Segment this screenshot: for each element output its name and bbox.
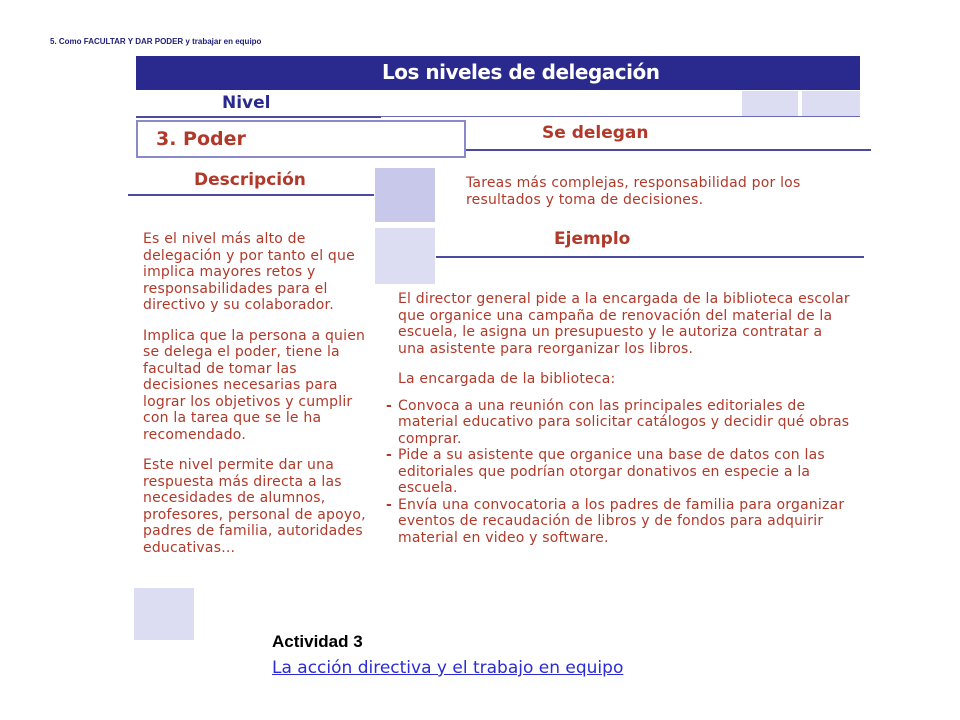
descripcion-paragraph: Implica que la persona a quien se delega el poder, tiene la facultad de tomar las decisiones necesarias para lograr los objetivos y cumplir con la tarea que se le ha recomendado. bbox=[143, 327, 366, 443]
decor-square bbox=[742, 91, 798, 117]
decor-square bbox=[375, 228, 435, 284]
descripcion-divider bbox=[128, 194, 374, 196]
dash-bullet: - bbox=[386, 397, 393, 414]
activity-link[interactable]: La acción directiva y el trabajo en equipo bbox=[272, 658, 624, 678]
list-item bbox=[386, 397, 853, 448]
nivel-value: 3. Poder bbox=[156, 128, 246, 150]
descripcion-heading: Descripción bbox=[194, 170, 306, 190]
decor-square bbox=[375, 168, 435, 222]
list-item bbox=[386, 496, 853, 547]
descripcion-paragraph: Es el nivel más alto de delegación y por tanto el que implica mayores retos y responsabilidades para el directivo y su colaborador. bbox=[143, 231, 355, 313]
se-delegan-heading: Se delegan bbox=[542, 123, 649, 143]
activity-title: Actividad 3 bbox=[272, 632, 363, 651]
decor-square bbox=[134, 588, 194, 640]
ejemplo-heading: Ejemplo bbox=[554, 229, 631, 249]
list-item bbox=[386, 447, 853, 497]
breadcrumb: 5. Como FACULTAR Y DAR PODER y trabajar en equipo bbox=[50, 37, 262, 46]
ejemplo-subtitle: La encargada de la biblioteca: bbox=[398, 371, 616, 387]
list-item-text: Convoca a una reunión con las principales editoriales de material educativo para solicitar catálogos y decidir qué obras comprar. bbox=[398, 397, 850, 447]
nivel-divider bbox=[136, 116, 381, 118]
dash-bullet: - bbox=[386, 447, 393, 463]
banner-title: Los niveles de delegación bbox=[382, 60, 660, 84]
divider-line bbox=[381, 116, 860, 117]
se-delegan-divider bbox=[466, 149, 871, 151]
descripcion-body bbox=[143, 231, 371, 570]
list-item-text: Envía una convocatoria a los padres de familia para organizar eventos de recaudación de libros y de fondos para adquirir material en video y software. bbox=[398, 496, 845, 546]
list-item-text: Pide a su asistente que organice una base de datos con las editoriales que podrían otorgar donativos en especie a la escuela. bbox=[398, 447, 825, 496]
title-banner bbox=[136, 56, 860, 90]
descripcion-paragraph: Este nivel permite dar una respuesta más directa a las necesidades de alumnos, profesores, personal de apoyo, padres de familia, autoridades educativas… bbox=[143, 457, 366, 556]
ejemplo-list bbox=[386, 397, 853, 547]
dash-bullet: - bbox=[386, 496, 393, 513]
decor-square bbox=[802, 91, 860, 117]
ejemplo-intro: El director general pide a la encargada de la biblioteca escolar que organice una campaña de renovación del material de la escuela, le asigna un presupuesto y le autoriza contratar a una asistente para reorganizar los libros. bbox=[398, 291, 850, 357]
ejemplo-divider bbox=[436, 256, 864, 258]
se-delegan-text: Tareas más complejas, responsabilidad por los resultados y toma de decisiones. bbox=[466, 175, 801, 208]
nivel-value-box bbox=[136, 120, 466, 158]
ejemplo-body bbox=[386, 291, 853, 546]
nivel-heading: Nivel bbox=[222, 93, 271, 113]
